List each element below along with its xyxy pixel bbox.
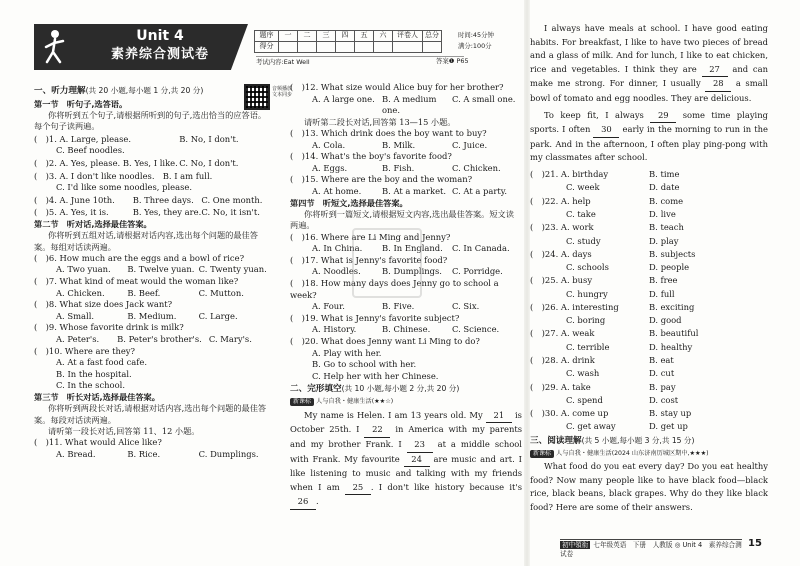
score-cell: 六 xyxy=(374,31,393,42)
option[interactable]: B. eat xyxy=(649,355,674,366)
option[interactable]: D. live xyxy=(649,208,676,219)
part-heading: 第二节 听对话,选择最佳答案。 xyxy=(34,218,152,229)
option[interactable]: C. Twenty yuan. xyxy=(198,264,267,275)
option[interactable]: C. study xyxy=(566,235,601,246)
option[interactable]: A. In China. xyxy=(312,243,363,254)
option[interactable]: B. Five. xyxy=(382,301,415,312)
option[interactable]: A. Cola. xyxy=(312,139,346,150)
options xyxy=(34,334,270,346)
curriculum-tag xyxy=(530,450,768,459)
option[interactable]: C. week xyxy=(566,182,600,193)
score-cell: 得分 xyxy=(255,42,279,53)
option[interactable]: B. free xyxy=(649,275,678,286)
option[interactable]: ( )26. A. interesting xyxy=(530,301,619,312)
option[interactable]: B. teach xyxy=(649,222,684,233)
option[interactable]: C. Chicken. xyxy=(452,162,501,173)
option[interactable]: B. beautiful xyxy=(649,328,699,339)
score-cell: 一 xyxy=(279,31,298,42)
instruction: 你将听到五组对话,请根据对话内容,选出每个问题的最佳答案。每组对话读两遍。 xyxy=(34,230,258,252)
option[interactable]: ( )29. A. take xyxy=(530,381,591,392)
option[interactable]: A. Two yuan. xyxy=(56,264,111,275)
option[interactable]: A. At a fast food cafe. xyxy=(56,357,147,368)
score-cell[interactable] xyxy=(279,42,298,53)
score-cell: 四 xyxy=(336,31,355,42)
score-cell: 三 xyxy=(317,31,336,42)
cloze-passage xyxy=(530,109,768,165)
instruction: 你将听到两段长对话,请根据对话内容,选出每个问题的最佳答案。每段对话读两遍。 xyxy=(34,403,267,425)
passage-text: . I don't like history because it's xyxy=(370,481,522,492)
option[interactable]: B. In the hospital. xyxy=(56,368,132,379)
blank-23[interactable]: 23 xyxy=(407,438,433,453)
option[interactable]: A. Noodles. xyxy=(312,266,361,277)
section-points: (共 20 小题,每小题 1 分,共 20 分) xyxy=(85,86,204,95)
options xyxy=(530,274,768,287)
option[interactable]: B. Medium. xyxy=(127,310,177,321)
options xyxy=(530,354,768,367)
score-cell[interactable] xyxy=(393,42,423,53)
option[interactable]: C. At a party. xyxy=(452,186,508,197)
option[interactable]: C. Juice. xyxy=(452,139,488,150)
options xyxy=(530,407,768,420)
score-cell: 二 xyxy=(298,31,317,42)
option[interactable]: B. time xyxy=(649,169,680,180)
options xyxy=(530,261,768,274)
options xyxy=(290,140,522,152)
options xyxy=(530,381,768,394)
option[interactable]: A. Eggs. xyxy=(312,162,348,173)
option[interactable]: ( )4. A. June 10th. xyxy=(34,194,115,205)
score-cell[interactable] xyxy=(355,42,374,53)
question: ( )15. Where are the boy and the woman? xyxy=(290,174,473,185)
option[interactable]: B. I am full. xyxy=(162,170,213,181)
unit-label: Unit 4 xyxy=(136,28,184,44)
score-table xyxy=(254,30,442,53)
option[interactable]: C. get away xyxy=(566,421,616,432)
options xyxy=(530,301,768,314)
section-points: (共 10 小题,每小题 2 分,共 20 分) xyxy=(341,384,460,394)
section-heading xyxy=(290,384,522,396)
option[interactable]: B. Chinese. xyxy=(382,324,431,335)
footer-text: 七年级英语 下册 人教版 ◎ Unit 4 素养综合测试卷 xyxy=(560,541,742,559)
watermark-stamp xyxy=(352,228,422,298)
question: ( )20. What does Jenny want Li Ming to do? xyxy=(290,335,480,346)
blank-21[interactable]: 21 xyxy=(486,409,512,424)
option[interactable]: ( )25. A. busy xyxy=(530,275,593,286)
passage-text: are music and art. I like listening to music and talking with my friends when I am xyxy=(290,453,522,492)
tag-text: 人与自我・健康生活(2024 山东济南历城区期中,★★★) xyxy=(556,449,709,457)
passage-text: in America with my parents and my brother Frank. I xyxy=(290,424,523,449)
passage-text: is October 25th. I xyxy=(290,409,522,435)
option[interactable]: C. Help her with her Chinese. xyxy=(312,370,439,381)
passage-text: at a middle school with Frank. My favourite xyxy=(290,438,522,464)
curriculum-tag xyxy=(290,398,522,407)
option[interactable]: B. In England. xyxy=(382,243,443,254)
score-cell: 题序 xyxy=(255,31,279,42)
score-cell[interactable] xyxy=(317,42,336,53)
blank-25[interactable]: 25 xyxy=(345,481,371,496)
question: ( )6. How much are the eggs and a bowl of rice? xyxy=(34,252,245,263)
question: ( )19. What is Jenny's favorite subject? xyxy=(290,312,460,323)
blank-30[interactable]: 30 xyxy=(593,123,619,138)
question: ( )10. Where are they? xyxy=(34,345,136,356)
options xyxy=(530,420,768,433)
qr-note: 音频播放 文本同步 xyxy=(272,86,293,98)
option[interactable]: A. Bread. xyxy=(56,448,96,459)
instruction: 你将听到一篇短文,请根据短文内容,选出最佳答案。短文读两遍。 xyxy=(290,208,514,231)
option[interactable]: ( )3. A. I don't like noodles. xyxy=(34,170,155,181)
option[interactable]: ( )30. A. come up xyxy=(530,408,609,419)
score-cell: 五 xyxy=(355,31,374,42)
score-header-row xyxy=(255,31,442,42)
passage-text: and can make me strong. For dinner, I usually xyxy=(530,63,768,89)
option[interactable]: D. good xyxy=(649,315,682,326)
test-title: 素养综合测试卷 xyxy=(110,47,209,63)
option[interactable]: ( )2. A. Yes, please. B. Yes, I like. xyxy=(34,157,178,168)
instruction: 请听第一段长对话,回答第 11、12 小题。 xyxy=(48,425,200,436)
option[interactable]: D. get up xyxy=(649,421,688,432)
option[interactable]: ( )28. A. drink xyxy=(530,355,595,366)
option[interactable]: B. Dumplings. xyxy=(382,266,442,277)
options xyxy=(290,163,522,175)
option[interactable]: B. Milk. xyxy=(382,139,416,150)
exam-content: 考试内容:Eat Well xyxy=(256,56,464,67)
runner-figure-icon xyxy=(40,28,70,68)
question: ( )14. What's the boy's favorite food? xyxy=(290,151,452,162)
option[interactable]: D. date xyxy=(649,182,680,193)
cloze-options xyxy=(530,168,768,434)
option[interactable]: B. No, I don't. xyxy=(179,133,239,144)
page-footer xyxy=(560,539,742,559)
option[interactable]: A. Play with her. xyxy=(312,347,382,358)
option[interactable]: A. A large one. xyxy=(312,93,375,104)
option[interactable]: C. I'd like some noodles, please. xyxy=(56,182,193,193)
options xyxy=(290,94,522,117)
blank-22[interactable]: 22 xyxy=(364,423,390,438)
passage-text: . xyxy=(316,496,319,507)
options xyxy=(290,186,522,198)
part-heading: 第四节 听短文,选择最佳答案。 xyxy=(290,197,408,208)
part-heading: 第一节 听句子,选答语。 xyxy=(34,98,128,109)
option[interactable]: B. Peter's brother's. xyxy=(117,334,202,345)
part-heading: 第三节 听长对话,选择最佳答案。 xyxy=(34,392,160,403)
options xyxy=(34,264,270,276)
option[interactable]: C. No, it isn't. xyxy=(201,207,260,218)
option[interactable]: D. play xyxy=(649,235,679,246)
option[interactable]: C. terrible xyxy=(566,341,610,352)
blank-28[interactable]: 28 xyxy=(705,77,731,92)
passage-text: early in the morning to run in the park. And in the afternoon, I often play ping-pong with my classmates after school. xyxy=(530,124,768,163)
option[interactable]: B. Three days. xyxy=(132,194,194,205)
blank-29[interactable]: 29 xyxy=(650,109,676,124)
option[interactable]: B. Fish. xyxy=(382,162,415,173)
score-cell[interactable] xyxy=(374,42,393,53)
options xyxy=(290,301,522,313)
question xyxy=(34,195,270,207)
option[interactable]: C. Beef noodles. xyxy=(56,145,125,156)
passage-text: some time playing sports. I often xyxy=(530,109,768,135)
option[interactable]: ( )1. A. Large, please. xyxy=(34,133,132,144)
options xyxy=(530,235,768,248)
section-title: 二、完形填空 xyxy=(290,384,342,395)
answer-reference: 答案❶ P65 xyxy=(436,57,469,65)
option[interactable]: C. In the school. xyxy=(56,380,125,391)
blank-24[interactable]: 24 xyxy=(404,453,430,468)
option[interactable]: C. boring xyxy=(566,315,606,326)
section-title: 三、阅读理解 xyxy=(530,435,582,446)
option[interactable]: C. spend xyxy=(566,394,603,405)
tag-badge: 新课标 xyxy=(530,450,554,458)
option[interactable]: A. At home. xyxy=(312,186,362,197)
left-column xyxy=(34,84,270,460)
tag-text: 人与自我・健康生活(★★☆) xyxy=(316,398,394,406)
option[interactable]: B. Rice. xyxy=(127,448,161,459)
score-cell[interactable] xyxy=(298,42,317,53)
option[interactable]: D. people xyxy=(649,262,690,273)
option[interactable]: C. Porridge. xyxy=(452,266,503,277)
options xyxy=(530,341,768,354)
option[interactable]: B. exciting xyxy=(649,301,695,312)
options xyxy=(34,288,270,300)
score-cell[interactable] xyxy=(423,42,442,53)
option[interactable]: C. take xyxy=(566,208,596,219)
options xyxy=(530,327,768,340)
options xyxy=(34,311,270,323)
option[interactable]: C. A small one. xyxy=(452,93,516,104)
time-box xyxy=(458,30,494,52)
options xyxy=(530,208,768,221)
question: ( )18. How many days does Jenny go to school a week? xyxy=(290,277,499,300)
publisher-logo: 初中領衔 xyxy=(562,541,589,549)
question: ( )12. What size would Alice buy for her brother? xyxy=(290,82,504,92)
blank-26[interactable]: 26 xyxy=(290,495,316,510)
passage-text: My name is Helen. I am 13 years old. My xyxy=(304,409,483,420)
question: ( )16. Where are Li Ming and Jenny? xyxy=(290,231,451,242)
option[interactable]: A. Four. xyxy=(312,301,345,312)
option[interactable]: C. hungry xyxy=(566,288,608,299)
option[interactable]: A. Chicken. xyxy=(56,287,105,298)
option[interactable]: C. Mary's. xyxy=(208,334,252,345)
question: ( )17. What is Jenny's favorite food? xyxy=(290,254,448,265)
option[interactable]: B. A medium one. xyxy=(382,93,437,116)
passage-text: To keep fit, I always xyxy=(544,109,644,120)
option[interactable]: D. full xyxy=(649,288,675,299)
question: ( )7. What kind of meat would the woman like? xyxy=(34,276,239,287)
question: ( )8. What size does Jack want? xyxy=(34,299,173,310)
option[interactable]: D. cost xyxy=(649,394,679,405)
option[interactable]: ( )21. A. birthday xyxy=(530,169,609,180)
full-score: 满分:100分 xyxy=(458,42,492,50)
option[interactable]: C. Mutton. xyxy=(198,287,244,298)
blank-27[interactable]: 27 xyxy=(702,63,728,78)
options xyxy=(34,449,270,461)
option[interactable]: C. schools xyxy=(566,262,609,273)
options xyxy=(530,168,768,181)
option[interactable]: ( )22. A. help xyxy=(530,195,591,206)
options xyxy=(530,288,768,301)
section-points: (共 5 小题,每小题 3 分,共 15 分) xyxy=(581,435,695,445)
option[interactable]: C. In Canada. xyxy=(452,243,510,254)
options xyxy=(530,195,768,208)
passage-text: I always have meals at school. I have good eating habits. For breakfast, I like to have two pieces of bread and a glass of milk. And for lunch, I like to eat chicken, rice and vegetables. I think they are xyxy=(530,23,768,74)
question xyxy=(34,171,270,183)
option[interactable]: B. stay up xyxy=(649,408,692,419)
option[interactable]: A. Peter's. xyxy=(56,334,100,345)
question: ( )13. Which drink does the boy want to buy? xyxy=(290,128,487,139)
right-column xyxy=(530,22,768,515)
question: ( )11. What would Alice like? xyxy=(34,437,162,448)
option[interactable]: A. Small. xyxy=(56,310,95,321)
option[interactable]: C. Dumplings. xyxy=(198,448,259,459)
option[interactable]: C. Large. xyxy=(198,310,238,321)
options xyxy=(290,324,522,336)
option[interactable]: C. Science. xyxy=(452,324,500,335)
instruction: 你将听到五个句子,请根据所听到的句子,选出恰当的应答语。每个句子读两遍。 xyxy=(34,110,267,132)
options xyxy=(530,394,768,407)
option[interactable]: C. Six. xyxy=(452,301,480,312)
option[interactable]: B. subjects xyxy=(649,248,696,259)
option[interactable]: B. Go to school with her. xyxy=(312,359,417,370)
score-cell: 评卷人 xyxy=(393,31,423,42)
instruction: 请听第二段长对话,回答第 13—15 小题。 xyxy=(304,116,456,127)
options xyxy=(530,367,768,380)
option[interactable]: ( )27. A. weak xyxy=(530,328,595,339)
tag-badge: 新课标 xyxy=(290,398,314,406)
option[interactable]: ( )5. A. Yes, it is. xyxy=(34,207,109,218)
question xyxy=(34,134,270,146)
option[interactable]: B. Yes, they are. xyxy=(132,207,202,218)
option[interactable]: C. One month. xyxy=(201,194,263,205)
option[interactable]: D. cut xyxy=(649,368,675,379)
option[interactable]: C. No, I don't. xyxy=(179,157,239,168)
reading-passage: What food do you eat every day? Do you eat healthy food? Now many people like to have black food—black rice, black beans, black grapes. Why do they like black food? Here are some of their answers. xyxy=(530,461,768,512)
question xyxy=(34,207,270,219)
question: ( )9. Whose favorite drink is milk? xyxy=(34,322,184,333)
score-cell[interactable] xyxy=(336,42,355,53)
option[interactable]: D. healthy xyxy=(649,341,693,352)
option[interactable]: B. pay xyxy=(649,381,676,392)
options xyxy=(530,181,768,194)
options xyxy=(530,314,768,327)
option[interactable]: C. wash xyxy=(566,368,600,379)
option[interactable]: ( )24. A. days xyxy=(530,248,592,259)
option[interactable]: A. History. xyxy=(312,324,357,335)
option[interactable]: B. Twelve yuan. xyxy=(127,264,195,275)
unit-title xyxy=(80,27,240,64)
option[interactable]: ( )23. A. work xyxy=(530,222,594,233)
score-value-row xyxy=(255,42,442,53)
score-cell: 总分 xyxy=(423,31,442,42)
options xyxy=(530,221,768,234)
section-heading xyxy=(34,86,270,98)
section-title: 一、听力理解 xyxy=(34,86,86,96)
option[interactable]: B. At a market. xyxy=(382,186,447,197)
question xyxy=(34,158,270,170)
passage-text: a small bowl of tomato and egg noodles. They are delicious. xyxy=(530,78,768,104)
cloze-passage xyxy=(290,409,522,510)
option[interactable]: B. come xyxy=(649,195,684,206)
options xyxy=(530,248,768,261)
option[interactable]: B. Beef. xyxy=(127,287,161,298)
section-heading xyxy=(530,436,768,448)
page-number: 15 xyxy=(748,538,762,549)
time-limit: 时间:45分钟 xyxy=(458,31,494,39)
cloze-passage xyxy=(530,22,768,106)
